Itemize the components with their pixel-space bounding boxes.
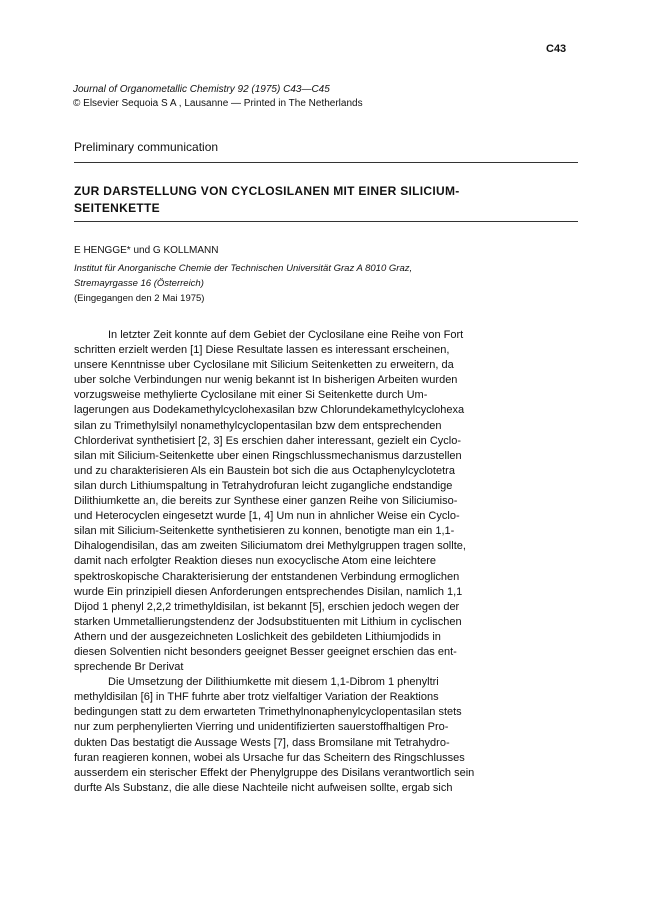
received-date: (Eingegangen den 2 Mai 1975) <box>74 293 205 304</box>
section-label: Preliminary communication <box>74 140 219 154</box>
body-line: sprechende Br Derivat <box>74 661 184 674</box>
body-line: Dihalogendisilan, das am zweiten Siliciumatom drei Methylgruppen tragen sollte, <box>74 540 466 553</box>
body-text <box>74 328 580 796</box>
body-line: bedingungen statt zu dem erwarteten Trimethylnonaphenylcyclopentasilan stets <box>74 706 462 719</box>
divider-bottom <box>74 221 578 222</box>
body-line: Dijod 1 phenyl 2,2,2 trimethyldisilan, ist bekannt [5], erschien jedoch wegen der <box>74 600 460 613</box>
body-line: unsere Kenntnisse uber Cyclosilane mit Silicium Seitenketten zu erweitern, da <box>74 359 454 372</box>
divider-top <box>74 162 578 163</box>
article-title-line-1: ZUR DARSTELLUNG VON CYCLOSILANEN MIT EINER SILICIUM- <box>74 184 460 198</box>
body-line: furan reagieren konnen, wobei als Ursache fur das Scheitern des Ringschlusses <box>74 751 465 764</box>
body-line: spektroskopische Charakterisierung der entstandenen Verbindung ermoglichen <box>74 570 460 583</box>
body-line: silan zu Trimethylsilyl nonamethylcyclopentasilan bzw dem entsprechenden <box>74 419 442 432</box>
publisher-line: © Elsevier Sequoia S A , Lausanne — Printed in The Netherlands <box>73 98 363 109</box>
body-line: und zu charakterisieren Als ein Baustein bot sich die aus Octaphenylcyclotetra <box>74 464 455 477</box>
body-line: Dilithiumkette an, die bereits zur Synthese einer ganzen Reihe von Siliciumiso- <box>74 495 458 508</box>
article-title-line-2: SEITENKETTE <box>74 201 160 215</box>
authors: E HENGGE* und G KOLLMANN <box>74 245 219 256</box>
body-line: wurde Ein prinzipiell diesen Anforderungen entsprechendes Disilan, namlich 1,1 <box>74 585 463 598</box>
body-line: diesen Solventien nicht besonders geeignet Besser geeignet erschien das ent- <box>74 645 457 658</box>
affiliation-line-2: Stremayrgasse 16 (Österreich) <box>74 278 204 289</box>
body-line: schritten erzielt werden [1] Diese Resultate lassen es interessant erscheinen, <box>74 344 450 357</box>
body-line: In letzter Zeit konnte auf dem Gebiet der Cyclosilane eine Reihe von Fort <box>108 329 464 341</box>
body-line: Die Umsetzung der Dilithiumkette mit diesem 1,1-Dibrom 1 phenyltri <box>108 676 439 689</box>
body-line: dukten Das bestatigt die Aussage Wests [7], dass Bromsilane mit Tetrahydro- <box>74 736 450 749</box>
body-line: lagerungen aus Dodekamethylcyclohexasilan bzw Chlorundekamethylcyclohexa <box>74 404 465 417</box>
body-line: silan mit Silicium-Seitenkette synthetisieren zu konnen, benotigte man ein 1,1- <box>74 525 455 538</box>
body-line: silan mit Silicium-Seitenkette uber einen Ringschlussmechanismus darzustellen <box>74 449 462 462</box>
journal-citation: Journal of Organometallic Chemistry 92 (1975) C43—C45 <box>73 84 330 95</box>
body-line: uber solche Verbindungen nur wenig bekannt ist In bisherigen Arbeiten wurden <box>74 374 458 387</box>
body-line: Athern und der ausgezeichneten Loslichkeit des gebildeten Lithiumjodids in <box>74 630 441 643</box>
body-line: damit nach erfolgter Reaktion dieses nun exocyclische Atom eine leichtere <box>74 555 436 568</box>
page-number: C43 <box>546 43 567 55</box>
body-line: Chlorderivat synthetisiert [2, 3] Es erschien daher interessant, gezielt ein Cyclo- <box>74 434 462 447</box>
body-line: vorzugsweise methylierte Cyclosilane mit einer Si Seitenkette durch Um- <box>74 389 428 402</box>
body-line: silan durch Lithiumspaltung in Tetrahydrofuran leicht zugangliche endstandige <box>74 479 453 492</box>
body-line: starken Ummetallierungstendenz der Jodsubstituenten mit Lithium in cyclischen <box>74 615 462 628</box>
body-line: nur zum perphenylierten Vierring und unidentifizierten sauerstoffhaltigen Pro- <box>74 721 449 734</box>
body-line: methyldisilan [6] in THF fuhrte aber trotz vielfaltiger Variation der Reaktions <box>74 691 439 704</box>
body-line: ausserdem ein sterischer Effekt der Phenylgruppe des Disilans verantwortlich sein <box>74 766 475 779</box>
body-line: und Heterocyclen eingesetzt wurde [1, 4] Um nun in ahnlicher Weise ein Cyclo- <box>74 510 460 523</box>
body-line: durfte Als Substanz, die alle diese Nachteile nicht aufweisen sollte, ergab sich <box>74 781 453 794</box>
affiliation-line-1: Institut für Anorganische Chemie der Technischen Universität Graz A 8010 Graz, <box>74 263 413 274</box>
